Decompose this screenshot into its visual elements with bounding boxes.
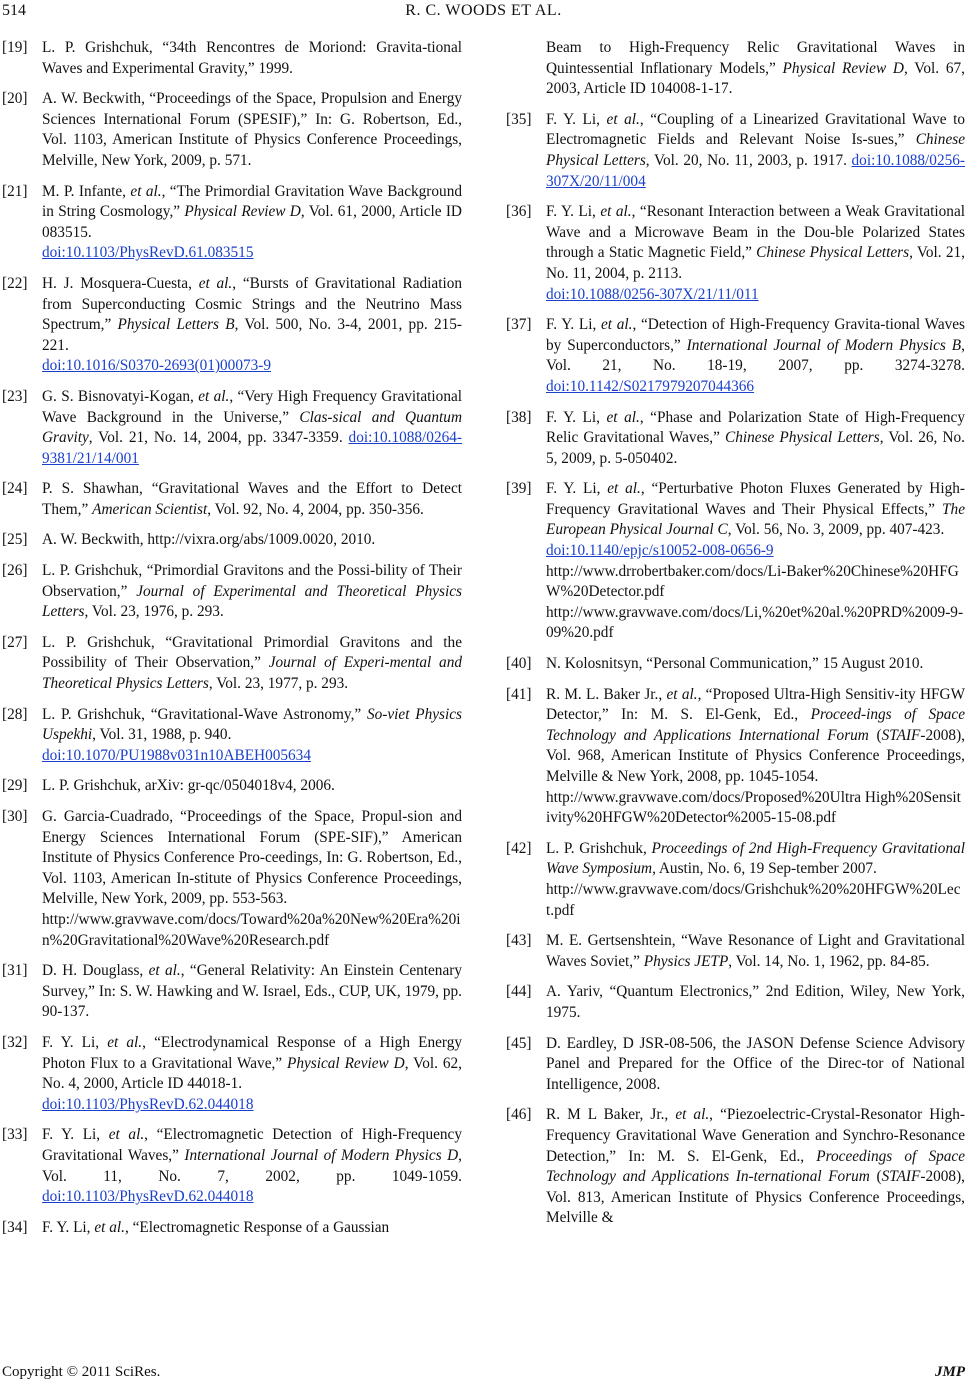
reference-entry (506, 1034, 965, 1096)
reference-text-run: , Vol. 14, No. 1, 1962, pp. 84-85. (728, 952, 930, 970)
reference-text-run: , “General Relativity: An Einstein Centenary Survey,” In: S. W. Hawking and W. Israel, Eds., CUP, UK, 1979, pp. 90-137. (42, 962, 462, 1021)
italic-title: Proceedings of 2nd High-Frequency Gravitational Wave Symposium (546, 839, 965, 878)
reference-text-run: , “Perturbative Photon Fluxes Generated by High-Frequency Gravitational Waves and Their Physical Effects,” (546, 480, 965, 518)
reference-number: [27] (2, 633, 28, 651)
reference-entry (506, 408, 965, 470)
reference-text (546, 654, 965, 675)
reference-text-run: G. Garcia-Cuadrado, “Proceedings of the Space, Propul-sion and Energy Sciences International Forum (SPE-SIF),” American Institute of Physics Conference Pro-ceedings, In: G. Robertson, Ed., Vol. 1103, American In-stitute of Physics Conference Proceedings, Melville, New York, 2009, pp. 553-563. (42, 808, 462, 908)
reference-text (42, 961, 462, 1023)
italic-title: et al. (108, 1126, 145, 1144)
reference-entry (2, 561, 462, 623)
italic-title: International Journal of Modern Physics B (686, 336, 962, 354)
reference-text-run: , Vol. 62, No. 4, 2000, Article ID 44018-1. (42, 1054, 462, 1093)
reference-number: [42] (506, 839, 532, 857)
reference-text-run: M. E. Gertsenshtein, “Wave Resonance of Light and Gravitational Waves Soviet,” (546, 932, 965, 970)
reference-entry (2, 479, 462, 520)
doi-link[interactable]: doi:10.1103/PhysRevD.61.083515 (42, 244, 254, 262)
reference-text-run: L. P. Grishchuk, “Gravitational-Wave Astronomy,” (42, 705, 367, 723)
italic-title: et al. (94, 1218, 125, 1236)
running-head: R. C. WOODS ET AL. (405, 2, 562, 19)
italic-title: The European Physical Journal C (546, 500, 965, 539)
reference-number: [39] (506, 480, 532, 498)
italic-title: Proceed-ings of Space Technology and Applications International Forum (546, 706, 966, 744)
doi-link[interactable]: doi:10.1088/0264-9381/21/14/001 (42, 429, 462, 467)
reference-text-run: P. S. Shawhan, “Gravitational Waves and the Effort to Detect Them,” (42, 480, 462, 518)
reference-number: [36] (506, 203, 532, 221)
reference-text-run: L. P. Grishchuk, “Primordial Gravitons and the Possi-bility of Their Observation,” (42, 562, 462, 600)
reference-text-run: L. P. Grishchuk, arXiv: gr-qc/0504018v4, 2006. (42, 777, 335, 795)
italic-title: et al. (606, 110, 640, 128)
reference-text (42, 807, 462, 951)
italic-title: So-viet Physics Uspekhi (42, 705, 462, 744)
reference-number: [20] (2, 90, 28, 108)
reference-number: [32] (2, 1033, 28, 1051)
reference-entry (2, 1218, 462, 1239)
reference-text (546, 408, 965, 470)
reference-text-run: , Austin, No. 6, 19 Sep-tember 2007. (652, 860, 877, 878)
italic-title: et al. (675, 1106, 710, 1124)
reference-text-run: , Vol. 92, No. 4, 2004, pp. 350-356. (207, 500, 424, 518)
reference-text (42, 89, 462, 171)
reference-text-run: D. H. Douglass, (42, 962, 149, 980)
doi-link[interactable]: doi:10.1088/0256-307X/20/11/004 (546, 151, 965, 190)
reference-number: [24] (2, 480, 28, 498)
reference-text (546, 202, 965, 305)
reference-number: [33] (2, 1126, 28, 1144)
reference-entry (2, 182, 462, 264)
reference-entry (506, 982, 965, 1023)
reference-text (42, 274, 462, 377)
reference-text-run: F. Y. Li, (42, 1218, 95, 1236)
reference-text (42, 1218, 462, 1239)
reference-entry (2, 530, 462, 551)
reference-text-run: , “Bursts of Gravitational Radiation from Superconducting Cosmic Strings and the Neutrino Mass Spectrum,” (42, 274, 462, 334)
reference-text-run: , Vol. 23, 1977, p. 293. (208, 675, 349, 693)
external-url: http://www.gravwave.com/docs/Proposed%20Ultra High%20Sensitivity%20HFGW%20Detector%2005-15-08.pdf (546, 788, 961, 827)
copyright-notice: Copyright © 2011 SciRes. (2, 1364, 161, 1380)
reference-entry (506, 685, 965, 829)
reference-number: [31] (2, 962, 28, 980)
reference-text (546, 38, 965, 100)
reference-text-run: H. J. Mosquera-Cuesta, (42, 274, 199, 292)
reference-entry (506, 110, 965, 192)
reference-text (42, 38, 462, 79)
references-right-column (506, 38, 965, 1239)
italic-title: Journal of Experimental and Theoretical Physics Letters (42, 582, 462, 621)
doi-link[interactable]: doi:10.1016/S0370-2693(01)00073-9 (42, 357, 272, 375)
italic-title: STAIF (881, 1168, 921, 1186)
italic-title: American Scientist (92, 500, 208, 518)
reference-number: [34] (2, 1218, 28, 1236)
doi-link[interactable]: doi:10.1103/PhysRevD.62.044018 (42, 1095, 254, 1113)
reference-text (42, 1033, 462, 1115)
reference-text (546, 982, 965, 1023)
reference-entry (2, 89, 462, 171)
reference-entry (2, 1125, 462, 1207)
reference-text-run: , “The Primordial Gravitation Wave Background in String Cosmology,” (42, 182, 462, 221)
reference-text (42, 1125, 462, 1207)
reference-text-run: , Vol. 11, No. 7, 2002, pp. 1049-1059. (42, 1146, 462, 1185)
reference-text-run: F. Y. Li, (546, 203, 601, 221)
italic-title: Chinese Physical Letters (546, 131, 965, 169)
reference-text-run: F. Y. Li, (42, 1126, 109, 1144)
reference-text-run: F. Y. Li, (546, 480, 608, 498)
reference-number: [21] (2, 182, 28, 200)
reference-text (546, 1105, 965, 1229)
italic-title: et al. (130, 182, 162, 200)
page-header (0, 0, 967, 26)
reference-text (42, 776, 462, 797)
reference-text (42, 479, 462, 520)
italic-title: International Journal of Modern Physics D (184, 1146, 459, 1164)
reference-number: [37] (506, 316, 532, 334)
reference-entry (506, 1105, 965, 1229)
reference-number: [26] (2, 562, 28, 580)
reference-text (42, 561, 462, 623)
italic-title: Physics JETP (643, 952, 729, 970)
reference-text-run: A. Yariv, “Quantum Electronics,” 2nd Edition, Wiley, New York, 1975. (546, 983, 965, 1021)
external-url: http://www.gravwave.com/docs/Grishchuk%20%20HFGW%20Lect.pdf (546, 880, 961, 919)
reference-entry (506, 479, 965, 644)
italic-title: et al. (606, 408, 640, 426)
italic-title: STAIF (881, 726, 921, 744)
reference-entry (2, 705, 462, 767)
reference-number: [23] (2, 387, 28, 405)
reference-number: [46] (506, 1106, 532, 1124)
reference-text-run: Beam to High-Frequency Relic Gravitational Waves in Quintessential Inflationary Models,” (546, 39, 965, 77)
reference-text-run: L. P. Grishchuk, “Gravitational Primordial Gravitons and the Possibility of Their Observation,” (42, 633, 462, 672)
reference-text (42, 182, 462, 264)
reference-entry (2, 807, 462, 951)
italic-title: et al. (600, 316, 633, 334)
reference-number: [28] (2, 705, 28, 723)
reference-text-run: ( (868, 726, 882, 744)
reference-text-run: ( (869, 1168, 882, 1186)
reference-text-run: , Vol. 21, No. 11, 2004, p. 2113. (546, 244, 965, 282)
italic-title: Chinese Physical Letters (756, 244, 910, 262)
reference-text (546, 110, 965, 192)
reference-text-run: , Vol. 31, 1988, p. 940. (92, 726, 232, 744)
italic-title: Physical Review D (184, 203, 301, 221)
external-url: http://www.drrobertbaker.com/docs/Li-Baker%20Chinese%20HFGW%20Detector.pdf (546, 562, 959, 601)
doi-link[interactable]: doi:10.1070/PU1988v031n10ABEH005634 (42, 746, 311, 764)
reference-entry (2, 387, 462, 469)
reference-number: [22] (2, 274, 28, 292)
reference-text-run: M. P. Infante, (42, 182, 131, 200)
reference-text-run: , “Electromagnetic Response of a Gaussian (124, 1218, 390, 1236)
reference-entry (506, 38, 965, 100)
reference-text (546, 685, 965, 829)
italic-title: Physical Review D (782, 59, 904, 77)
reference-text-run: D. Eardley, D JSR-08-506, the JASON Defense Science Advisory Panel and Prepared for the Office of the Direc-tor of National Intelligence, 2008. (546, 1034, 965, 1093)
italic-title: et al. (198, 387, 230, 405)
reference-text-run: , Vol. 61, 2000, Article ID 083515. (42, 203, 462, 241)
reference-number: [43] (506, 932, 532, 950)
reference-text (546, 315, 965, 397)
italic-title: Journal of Experi-mental and Theoretical Physics Letters (42, 654, 462, 693)
reference-entry (2, 633, 462, 695)
reference-entry (506, 315, 965, 397)
reference-entry (506, 839, 965, 921)
reference-text-run: , Vol. 21, No. 14, 2004, pp. 3347-3359. (88, 429, 349, 447)
reference-text-run: L. P. Grishchuk, “34th Rencontres de Moriond: Gravita-tional Waves and Experimental Gravity,” 1999. (42, 39, 462, 77)
reference-text (546, 931, 965, 972)
doi-link[interactable]: doi:10.1140/epjc/s10052-008-0656-9 (546, 542, 774, 560)
italic-title: et al. (607, 480, 641, 498)
journal-abbreviation: JMP (935, 1364, 965, 1380)
reference-text-run: , Vol. 21, No. 18-19, 2007, pp. 3274-3278. (546, 336, 965, 375)
italic-title: et al. (198, 274, 233, 292)
reference-text-run: F. Y. Li, (546, 110, 607, 128)
reference-text-run: , Vol. 23, 1976, p. 293. (84, 603, 224, 621)
external-url: http://www.gravwave.com/docs/Toward%20a%20New%20Era%20in%20Gravitational%20Wave%20Research.pdf (42, 910, 461, 949)
italic-title: Physical Letters B (117, 316, 235, 334)
reference-entry (2, 38, 462, 79)
reference-entry (506, 931, 965, 972)
reference-number: [29] (2, 777, 28, 795)
page-number: 514 (2, 2, 26, 19)
reference-number: [38] (506, 408, 532, 426)
italic-title: Proceedings of Space Technology and Applications In-ternational Forum (546, 1147, 966, 1186)
reference-entry (2, 1033, 462, 1115)
reference-text (546, 1034, 965, 1096)
reference-entry (2, 961, 462, 1023)
reference-entry (506, 654, 965, 675)
reference-text (546, 479, 965, 644)
reference-text-run: -2008), Vol. 968, American Institute of Physics Conference Proceedings, Melville & New York, 2008, pp. 1045-1054. (546, 726, 965, 785)
reference-entry (2, 274, 462, 377)
reference-text-run: , Vol. 26, No. 5, 2009, p. 5-050402. (546, 429, 965, 467)
reference-text-run: , “Coupling of a Linearized Gravitational Wave to Electromagnetic Fields and Relevant Noise Is-sues,” (546, 110, 965, 149)
reference-text-run: , “Resonant Interaction between a Weak Gravitational Wave and a Microwave Beam in the Dou-ble Polarized States through a Static Magnetic Field,” (546, 203, 965, 262)
reference-text-run: , “Proposed Ultra-High Sensitiv-ity HFGW Detector,” In: M. S. El-Genk, Ed., (546, 685, 966, 724)
reference-text-run: A. W. Beckwith, “Proceedings of the Space, Propulsion and Energy Sciences International Forum (SPESIF),” In: G. Robertson, Ed., Vol. 1103, American Institute of Physics Conference Proceedings, Melville, New York, 2009, p. 571. (42, 90, 462, 169)
reference-number: [45] (506, 1034, 532, 1052)
reference-text-run: , “Phase and Polarization State of High-Frequency Relic Gravitational Waves,” (546, 408, 965, 447)
reference-entry (2, 776, 462, 797)
reference-text (42, 633, 462, 695)
reference-number: [35] (506, 110, 532, 128)
reference-text-run: G. S. Bisnovatyi-Kogan, (42, 387, 199, 405)
italic-title: et al. (107, 1033, 143, 1051)
reference-number: [30] (2, 808, 28, 825)
italic-title: et al. (148, 962, 181, 980)
doi-link[interactable]: doi:10.1103/PhysRevD.62.044018 (42, 1188, 254, 1206)
reference-text-run: F. Y. Li, (546, 408, 607, 426)
reference-text (42, 530, 462, 551)
reference-text-run: A. W. Beckwith, http://vixra.org/abs/1009.0020, 2010. (42, 531, 376, 549)
doi-link[interactable]: doi:10.1088/0256-307X/21/11/011 (546, 285, 759, 303)
italic-title: Chinese Physical Letters (725, 429, 880, 447)
reference-text-run: L. P. Grishchuk, (546, 839, 652, 857)
reference-text-run: R. M. L. Baker Jr., (546, 685, 667, 703)
references-left-column (2, 38, 462, 1248)
reference-text-run: , “Electrodynamical Response of a High Energy Photon Flux to a Gravitational Wave,” (42, 1033, 462, 1072)
reference-text (42, 387, 462, 469)
reference-text-run: F. Y. Li, (42, 1033, 108, 1051)
reference-text-run: , Vol. 500, No. 3-4, 2001, pp. 215-221. (42, 316, 462, 354)
reference-text-run: N. Kolosnitsyn, “Personal Communication,” 15 August 2010. (546, 655, 924, 673)
reference-text-run: , “Piezoelectric-Crystal-Resonator High-Frequency Gravitational Wave Generation and Synchro-Resonance Detection,” In: M. S. El-Genk, Ed., (546, 1106, 965, 1165)
doi-link[interactable]: doi:10.1142/S0217979207044366 (546, 377, 755, 395)
reference-number: [19] (2, 39, 28, 56)
italic-title: et al. (600, 203, 632, 221)
reference-text-run: , “Electromagnetic Detection of High-Frequency Gravitational Waves,” (42, 1126, 462, 1164)
italic-title: Physical Review D (287, 1054, 405, 1072)
reference-number: [40] (506, 655, 532, 673)
reference-text-run: , “Detection of High-Frequency Gravita-tional Waves by Superconductors,” (546, 316, 965, 354)
reference-number: [44] (506, 983, 532, 1001)
reference-text (42, 705, 462, 767)
reference-text-run: , “Very High Frequency Gravitational Wave Background in the Universe,” (42, 387, 463, 426)
external-url: http://www.gravwave.com/docs/Li,%20et%20al.%20PRD%2009-9-09%20.pdf (546, 603, 964, 642)
reference-number: [25] (2, 531, 28, 549)
italic-title: et al. (666, 685, 698, 703)
reference-text-run: -2008), Vol. 813, American Institute of Physics Conference Proceedings, Melville & (546, 1168, 965, 1227)
reference-entry (506, 202, 965, 305)
reference-text-run: , Vol. 56, No. 3, 2009, pp. 407-423. (727, 521, 945, 539)
reference-number: [41] (506, 685, 532, 703)
reference-text-run: , Vol. 67, 2003, Article ID 104008-1-17. (546, 59, 965, 98)
reference-text-run: , Vol. 20, No. 11, 2003, p. 1917. (645, 151, 852, 169)
reference-text-run: R. M L Baker, Jr., (546, 1106, 676, 1124)
reference-text (546, 839, 965, 921)
reference-text-run: F. Y. Li, (546, 316, 601, 334)
italic-title: Clas-sical and Quantum Gravity (42, 408, 462, 447)
